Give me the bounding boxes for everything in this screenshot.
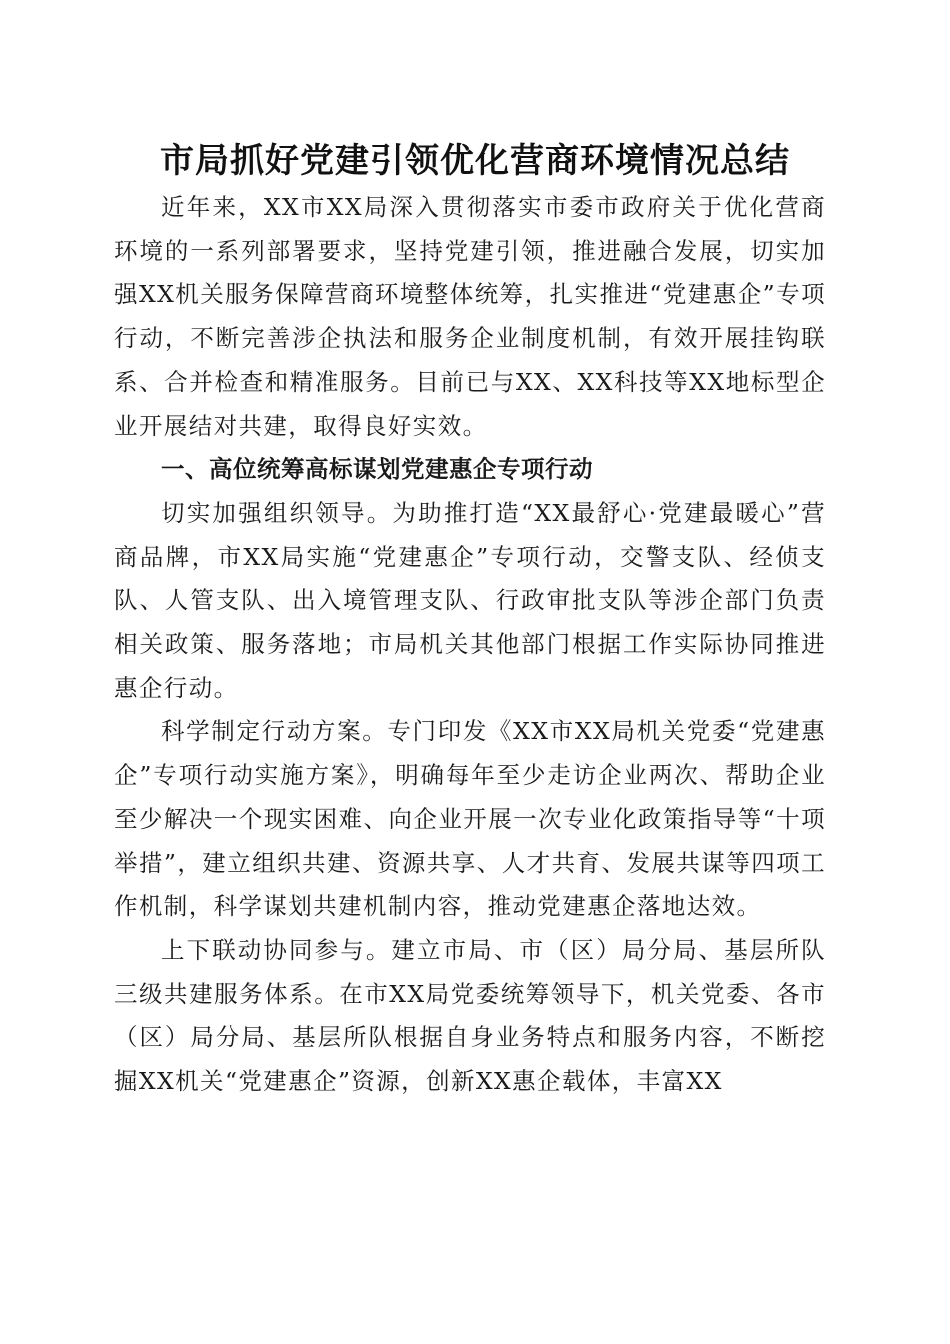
paragraph-action-plan: 科学制定行动方案。专门印发《XX市XX局机关党委“党建惠企”专项行动实施方案》，明确每年至少走访企业两次、帮助企业至少解决一个现实困难、向企业开展一次专业化政策指导等“十项举措”，建立组织共建、资源共享、人才共育、发展共谋等四项工作机制，科学谋划共建机制内容，推动党建惠企落地达效。 [114,717,826,921]
paragraph-organization-leadership: 切实加强组织领导。为助推打造“XX最舒心·党建最暖心”营商品牌，市XX局实施“党建惠企”专项行动，交警支队、经侦支队、人管支队、出入境管理支队、行政审批支队等涉企部门负责相关政策、服务落地；市局机关其他部门根据工作实际协同推进惠企行动。 [114,498,826,702]
paragraph-coordination: 上下联动协同参与。建立市局、市（区）局分局、基层所队三级共建服务体系。在市XX局党委统筹领导下，机关党委、各市（区）局分局、基层所队根据自身业务特点和服务内容，不断挖掘XX机关“党建惠企”资源，创新XX惠企载体，丰富XX [114,935,826,1096]
section-heading: 一、高位统筹高标谋划党建惠企专项行动 [161,455,593,484]
document-body [114,186,826,1104]
intro-paragraph: 近年来，XX市XX局深入贯彻落实市委市政府关于优化营商环境的一系列部署要求，坚持党建引领，推进融合发展，切实加强XX机关服务保障营商环境整体统筹，扎实推进“党建惠企”专项行动，不断完善涉企执法和服务企业制度机制，有效开展挂钩联系、合并检查和精准服务。目前已与XX、XX科技等XX地标型企业开展结对共建，取得良好实效。 [114,193,826,440]
document-title: 市局抓好党建引领优化营商环境情况总结 [160,141,790,181]
